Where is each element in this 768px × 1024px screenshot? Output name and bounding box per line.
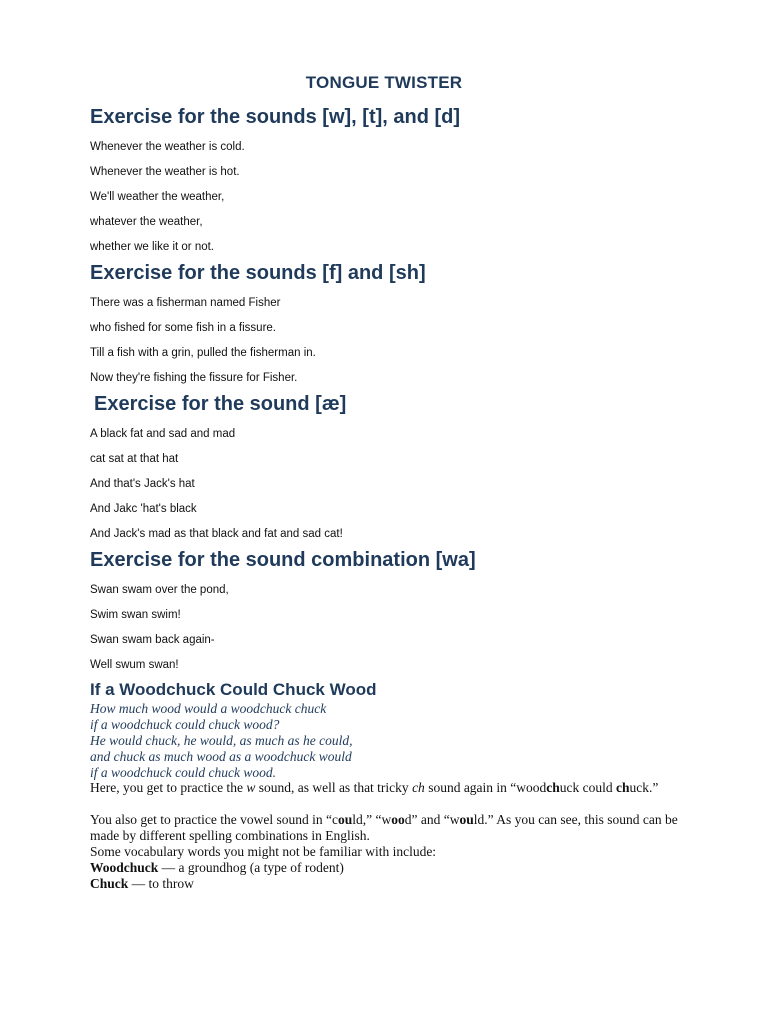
para-text: wood: [516, 780, 547, 795]
vocab-item: [90, 860, 680, 876]
poem-line: if a woodchuck could chuck wood?: [90, 717, 280, 732]
woodchuck-heading: If a Woodchuck Could Chuck Wood: [90, 680, 377, 699]
para-text: d” and “: [404, 812, 450, 827]
para-bold: ch: [616, 780, 630, 795]
verse-line: who fished for some fish in a fissure.: [90, 322, 276, 334]
para-emphasis: w: [246, 780, 256, 795]
verse-line: There was a fisherman named Fisher: [90, 297, 281, 309]
verse-line: Whenever the weather is cold.: [90, 141, 245, 153]
para-text: uck.”: [629, 780, 659, 795]
verse-line: Whenever the weather is hot.: [90, 166, 240, 178]
verse-line: And Jakc 'hat's black: [90, 503, 197, 515]
section-heading: Exercise for the sound combination [wa]: [90, 549, 476, 571]
verse-line: Swim swan swim!: [90, 609, 181, 621]
para-text: uck: [559, 780, 580, 795]
poem-line: He would chuck, he would, as much as he could,: [90, 733, 353, 748]
vocab-term: Chuck: [90, 876, 129, 891]
verse-line: Till a fish with a grin, pulled the fisherman in.: [90, 347, 316, 359]
para-text: Here, you get to practice the: [90, 780, 247, 795]
para-bold: oo: [391, 812, 405, 827]
para-text: w: [449, 812, 460, 827]
section-heading: Exercise for the sound [æ]: [94, 393, 347, 415]
para-bold: ou: [459, 812, 474, 827]
vocab-definition: — to throw: [128, 876, 194, 891]
practice-paragraph-1: [90, 780, 680, 796]
verse-line: A black fat and sad and mad: [90, 428, 236, 440]
para-text: could: [579, 780, 617, 795]
para-bold: ou: [337, 812, 353, 827]
verse-line: We'll weather the weather,: [90, 191, 225, 203]
para-text: w: [381, 812, 392, 827]
section-heading: Exercise for the sounds [f] and [sh]: [90, 262, 426, 284]
para-text: ld,” “: [352, 812, 382, 827]
section-heading: Exercise for the sounds [w], [t], and [d]: [90, 106, 461, 128]
poem-line: How much wood would a woodchuck chuck: [90, 701, 327, 716]
verse-line: whether we like it or not.: [90, 241, 215, 253]
practice-paragraph-2: [90, 812, 680, 844]
verse-line: And that's Jack's hat: [90, 478, 195, 490]
document-title: TONGUE TWISTER: [305, 73, 463, 92]
verse-line: Swan swam over the pond,: [90, 584, 229, 596]
vocab-intro: Some vocabulary words you might not be familiar with include:: [90, 844, 437, 859]
verse-line: cat sat at that hat: [90, 453, 179, 465]
verse-line: Now they're fishing the fissure for Fisher.: [90, 372, 298, 384]
para-bold: ch: [546, 780, 560, 795]
para-text: ld.” As you can see, this sound can be made by different spelling combinations in English.: [90, 812, 678, 843]
para-text: sound, as well as that tricky: [255, 780, 413, 795]
vocab-term: Woodchuck: [90, 860, 159, 875]
verse-line: whatever the weather,: [90, 216, 203, 228]
verse-line: And Jack's mad as that black and fat and sad cat!: [90, 528, 343, 540]
para-emphasis: ch: [412, 780, 425, 795]
verse-line: Swan swam back again-: [90, 634, 215, 646]
verse-line: Well swum swan!: [90, 659, 179, 671]
para-text: You also get to practice the vowel sound in “: [90, 812, 332, 827]
vocab-item: [90, 876, 680, 892]
vocab-definition: — a groundhog (a type of rodent): [158, 860, 344, 875]
para-text: c: [331, 812, 338, 827]
para-text: sound again in “: [424, 780, 517, 795]
poem-line: and chuck as much wood as a woodchuck would: [90, 749, 352, 764]
poem-line: if a woodchuck could chuck wood.: [90, 765, 276, 780]
